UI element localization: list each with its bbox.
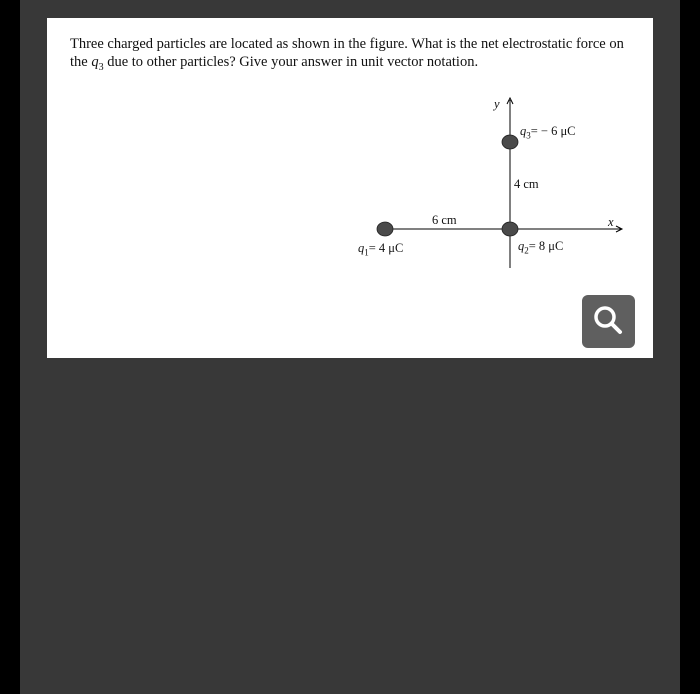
question-var: q <box>91 54 99 70</box>
x-axis-label: x <box>608 215 614 229</box>
question-part2: due to other particles? Give your answer in unit vector notation. <box>103 54 479 70</box>
q3-label: $q_3= - 6$ μC <box>520 124 576 141</box>
question-part1: Three charged particles are located as shown in the figure. What is the net electrostatic force on the <box>70 36 624 70</box>
q1-label: $q_1= 4$ μC <box>358 241 404 258</box>
charge-figure <box>47 18 653 358</box>
figure-drawing <box>47 18 653 358</box>
question-card <box>47 18 653 358</box>
distance-horizontal-label: 6 cm <box>432 213 457 227</box>
distance-vertical-label: 4 cm <box>514 177 539 191</box>
y-axis-label: y <box>494 97 500 111</box>
search-button[interactable] <box>582 295 635 348</box>
particle-q1 <box>377 222 393 236</box>
particle-q2 <box>502 222 518 236</box>
particle-q3 <box>502 135 518 149</box>
search-icon <box>582 295 635 348</box>
q2-label: $q_2= 8$ μC <box>518 239 564 256</box>
question-sub: 3 <box>98 61 104 73</box>
